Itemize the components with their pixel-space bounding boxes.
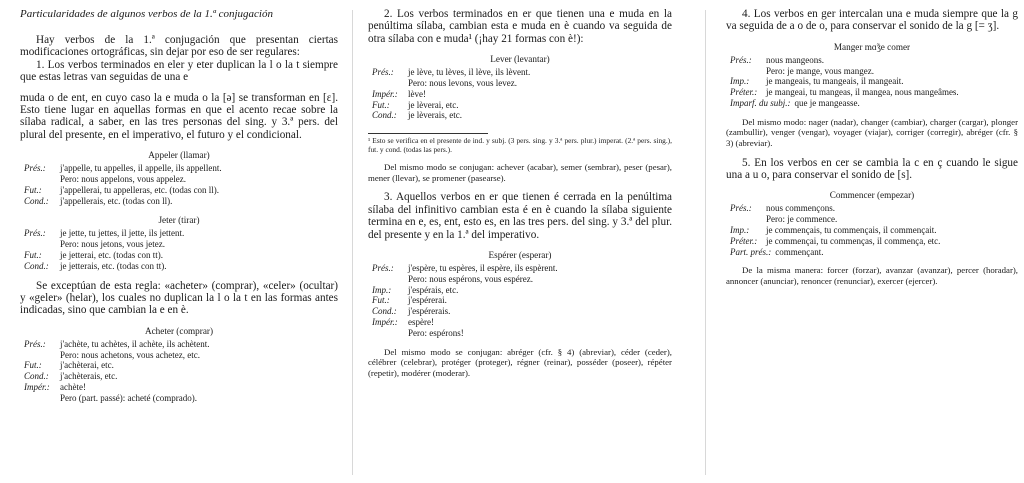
tense-label: Fut.: bbox=[24, 250, 42, 261]
conjugation-text: achète! bbox=[60, 382, 86, 393]
conjugation-row bbox=[730, 55, 1018, 66]
conjugation-text: Pero (part. passé): acheté (comprado). bbox=[60, 392, 197, 403]
conjugation-commencer bbox=[730, 203, 1018, 257]
tense-label: Fut.: bbox=[372, 99, 390, 110]
tense-label: Fut.: bbox=[24, 184, 42, 195]
conjugation-row bbox=[372, 285, 672, 296]
conjugation-text: Pero: je mange, vous mangez. bbox=[766, 65, 874, 76]
conjugation-text: je commençai, tu commenças, il commença, etc. bbox=[766, 235, 941, 246]
tense-label bbox=[730, 214, 766, 225]
conjugation-row bbox=[24, 239, 338, 250]
tense-label bbox=[372, 78, 408, 89]
conjugation-text: j'achèterai, etc. bbox=[60, 360, 114, 371]
tense-label: Impér.: bbox=[372, 317, 398, 327]
tense-label: Prés.: bbox=[24, 228, 46, 239]
conjugation-text: je jette, tu jettes, il jette, ils jettent. bbox=[60, 228, 185, 239]
conjugation-text: Pero: nous jetons, vous jetez. bbox=[60, 239, 165, 250]
conjugation-row bbox=[372, 295, 672, 306]
tense-label bbox=[24, 350, 60, 361]
section-title: Particularidades de algunos verbos de la 1.ª conjugación bbox=[20, 8, 273, 20]
tense-label: Préter.: bbox=[730, 87, 758, 98]
rule-1-paragraph-end: muda o de ent, en cuyo caso la e muda o la [ə] se transforman en [ɛ]. Esto tiene lugar en aquellas formas en que el acento recae sobre la sílaba radical, a saber, en las tres personas del sing. y 3.ª pers. del plural del presente, en el imperativo, el futuro y el condicional. bbox=[20, 91, 338, 141]
rule-5-paragraph: 5. En los verbos en cer se cambia la c en ç cuando le sigue una a u o, para conservar el sonido de [s]. bbox=[726, 156, 1018, 181]
tense-label: Prés.: bbox=[24, 338, 46, 349]
conjugation-acheter bbox=[24, 339, 338, 404]
verb-heading-jeter: Jeter (tirar) bbox=[158, 215, 200, 226]
conjugation-row bbox=[730, 214, 1018, 225]
conjugation-row bbox=[372, 110, 672, 121]
verb-heading-acheter: Acheter (comprar) bbox=[144, 325, 214, 336]
conjugation-text: j'appellerais, etc. (todas con ll). bbox=[60, 195, 173, 206]
tense-label bbox=[372, 274, 408, 285]
tense-label: Imp.: bbox=[730, 224, 750, 235]
conjugation-text: espère! bbox=[408, 317, 434, 327]
footnote: ¹ Esto se verifica en el presente de ind. y subj. (3 pers. sing. y 3.ª pers. plur.) imperat. (2.ª pers. sing.), fut. y cond. (todas las pers.). bbox=[368, 136, 672, 155]
conjugation-text: commençant. bbox=[775, 246, 824, 257]
tense-label: Fut.: bbox=[372, 295, 390, 306]
conjugation-lever bbox=[372, 67, 672, 121]
tense-label bbox=[24, 393, 60, 404]
conjugation-row bbox=[24, 382, 338, 393]
conjugation-appeler bbox=[24, 163, 338, 206]
column-divider-1 bbox=[352, 10, 353, 475]
column-2 bbox=[368, 8, 672, 479]
conjugation-row bbox=[24, 261, 338, 272]
conjugation-text: Pero: nous espérons, vous espérez. bbox=[408, 273, 533, 284]
conjugation-text: j'espérerai. bbox=[408, 295, 447, 306]
conjugation-row bbox=[372, 78, 672, 89]
exception-paragraph: Se exceptúan de esta regla: «acheter» (comprar), «celer» (ocultar) y «geler» (helar), los cuales no duplican la l o la t en las formas antes indicadas, sino que cambian la e en è. bbox=[20, 279, 338, 317]
conjugation-text: je jetterai, etc. (todas con tt). bbox=[60, 250, 163, 261]
rule-1-paragraph-start: 1. Los verbos terminados en eler y eter duplican la l o la t siempre que estas letras van seguidas de una e bbox=[20, 58, 338, 84]
conjugation-row bbox=[24, 360, 338, 371]
conjugation-text: Pero: je commence. bbox=[766, 214, 838, 225]
tense-label: Cond.: bbox=[24, 195, 49, 206]
conjugation-row bbox=[730, 98, 1018, 109]
conjugation-row bbox=[24, 371, 338, 382]
conjugation-row bbox=[24, 250, 338, 261]
conjugation-row bbox=[372, 317, 672, 328]
tense-label: Prés.: bbox=[24, 163, 46, 174]
rule-4-paragraph: 4. Los verbos en ger intercalan una e muda siempre que la g va seguida de a o de o, para conservar el sonido de la g [= ʒ]. bbox=[726, 8, 1018, 33]
conjugation-row bbox=[730, 236, 1018, 247]
column-3 bbox=[726, 8, 1018, 479]
verb-heading-appeler: Appeler (llamar) bbox=[148, 150, 210, 161]
conjugation-manger bbox=[730, 55, 1018, 109]
conjugation-text: Pero: nous appelons, vous appelez. bbox=[60, 174, 186, 185]
same-conjugation-note-4: De la misma manera: forcer (forzar), avanzar (avanzar), percer (horadar), annoncer (anunciar), renoncer (renunciar), exercer (ejercer). bbox=[726, 265, 1018, 286]
intro-paragraph: Hay verbos de la 1.ª conjugación que presentan ciertas modificaciones ortográficas, sin dejar por eso de ser regulares: bbox=[20, 34, 338, 59]
conjugation-text: j'appelle, tu appelles, il appelle, ils appellent. bbox=[60, 163, 222, 174]
conjugation-text: j'achèterais, etc. bbox=[60, 371, 118, 382]
tense-label: Imp.: bbox=[372, 284, 392, 295]
conjugation-row bbox=[372, 328, 672, 339]
rule-3-paragraph: 3. Aquellos verbos en er que tienen é cerrada en la penúltima sílaba del infinitivo cambian esta é en è cuando la sílaba siguiente termina en e, es, ent, esto es, en las tres pers. del sing. y 3.ª del plur. del presente y en la 1.ª del imperativo. bbox=[368, 191, 672, 241]
conjugation-text: je lève, tu lèves, il lève, ils lèvent. bbox=[408, 67, 531, 78]
same-conjugation-note-3: Del mismo modo: nager (nadar), changer (cambiar), charger (cargar), plonger (zambullir), venger (vengar), voyager (viajar), corriger (corregir), abréger (cfr. § 3) (abreviar). bbox=[726, 116, 1018, 148]
conjugation-text: je lèverais, etc. bbox=[408, 110, 462, 121]
tense-label bbox=[24, 174, 60, 185]
conjugation-jeter bbox=[24, 228, 338, 271]
conjugation-row bbox=[24, 196, 338, 207]
conjugation-row bbox=[24, 339, 338, 350]
conjugation-row bbox=[730, 203, 1018, 214]
conjugation-row bbox=[730, 76, 1018, 87]
column-1 bbox=[20, 8, 338, 479]
tense-label: Impér.: bbox=[24, 382, 50, 393]
tense-label bbox=[24, 239, 60, 250]
conjugation-text: j'espère, tu espères, il espère, ils espèrent. bbox=[408, 263, 558, 274]
conjugation-text: je mangeai, tu mangeas, il mangea, nous mangeâmes. bbox=[766, 87, 959, 98]
tense-label: Prés.: bbox=[372, 67, 394, 78]
verb-heading-esperer: Espérer (esperar) bbox=[488, 250, 552, 261]
same-conjugation-note-1: Del mismo modo se conjugan: achever (acabar), semer (sembrar), peser (pesar), mener (llevar), se promener (pasearse). bbox=[368, 162, 672, 183]
conjugation-text: j'espérais, etc. bbox=[408, 284, 459, 295]
conjugation-row bbox=[24, 350, 338, 361]
tense-label: Cond.: bbox=[372, 110, 397, 121]
conjugation-row bbox=[372, 306, 672, 317]
footnote-rule bbox=[368, 133, 488, 134]
conjugation-row bbox=[730, 66, 1018, 77]
same-conjugation-note-2: Del mismo modo se conjugan: abréger (cfr. § 4) (abreviar), céder (ceder), célébrer (celebrar), protéger (proteger), régner (reinar), posséder (poseer), répéter (repetir), modérer (moderar). bbox=[368, 346, 672, 378]
tense-label: Impér.: bbox=[372, 88, 398, 99]
tense-label: Prés.: bbox=[730, 203, 752, 214]
conjugation-row bbox=[24, 185, 338, 196]
conjugation-row bbox=[24, 163, 338, 174]
conjugation-text: que je mangeasse. bbox=[794, 98, 860, 108]
conjugation-row bbox=[372, 274, 672, 285]
tense-label: Prés.: bbox=[730, 54, 752, 65]
conjugation-text: je mangeais, tu mangeais, il mangeait. bbox=[766, 76, 904, 87]
column-divider-2 bbox=[705, 10, 706, 475]
conjugation-text: nous commençons. bbox=[766, 203, 835, 214]
tense-label: Cond.: bbox=[372, 306, 397, 317]
tense-label bbox=[372, 328, 408, 339]
tense-label: Part. prés.: bbox=[730, 246, 772, 257]
conjugation-text: je jetterais, etc. (todas con tt). bbox=[60, 260, 167, 271]
verb-heading-lever: Lever (levantar) bbox=[490, 54, 550, 65]
conjugation-text: lève! bbox=[408, 88, 426, 99]
conjugation-text: Pero: nous achetons, vous achetez, etc. bbox=[60, 349, 200, 360]
conjugation-esperer bbox=[372, 263, 672, 339]
verb-heading-commencer: Commencer (empezar) bbox=[829, 190, 915, 201]
tense-label: Imparf. du subj.: bbox=[730, 98, 791, 108]
conjugation-row bbox=[730, 225, 1018, 236]
tense-label: Cond.: bbox=[24, 371, 49, 382]
conjugation-row bbox=[24, 228, 338, 239]
conjugation-row bbox=[24, 174, 338, 185]
conjugation-row bbox=[24, 393, 338, 404]
conjugation-text: j'appellerai, tu appelleras, etc. (todas con ll). bbox=[60, 184, 220, 195]
conjugation-text: j'espérerais. bbox=[408, 306, 451, 317]
tense-label: Préter.: bbox=[730, 235, 758, 246]
conjugation-row bbox=[730, 87, 1018, 98]
conjugation-row bbox=[372, 89, 672, 100]
conjugation-row bbox=[372, 100, 672, 111]
conjugation-row bbox=[372, 263, 672, 274]
tense-label: Imp.: bbox=[730, 76, 750, 87]
conjugation-text: Pero: espérons! bbox=[408, 327, 464, 338]
conjugation-text: j'achète, tu achètes, il achète, ils achètent. bbox=[60, 338, 210, 349]
tense-label: Cond.: bbox=[24, 260, 49, 271]
conjugation-row bbox=[730, 247, 1018, 258]
rule-2-paragraph: 2. Los verbos terminados en er que tienen una e muda en la penúltima sílaba, cambian esta e muda en è cuando va seguida de otra sílaba con e muda¹ (¡hay 21 formas con è!): bbox=[368, 8, 672, 45]
conjugation-text: nous mangeons. bbox=[766, 54, 824, 65]
conjugation-text: je commençais, tu commençais, il commençait. bbox=[766, 224, 937, 235]
verb-heading-manger: Manger mɑ̃ʒe comer bbox=[833, 41, 911, 52]
tense-label: Fut.: bbox=[24, 360, 42, 371]
tense-label bbox=[730, 66, 766, 77]
conjugation-row bbox=[372, 67, 672, 78]
conjugation-text: je lèverai, etc. bbox=[408, 99, 459, 110]
conjugation-text: Pero: nous levons, vous levez. bbox=[408, 78, 517, 89]
tense-label: Prés.: bbox=[372, 263, 394, 274]
